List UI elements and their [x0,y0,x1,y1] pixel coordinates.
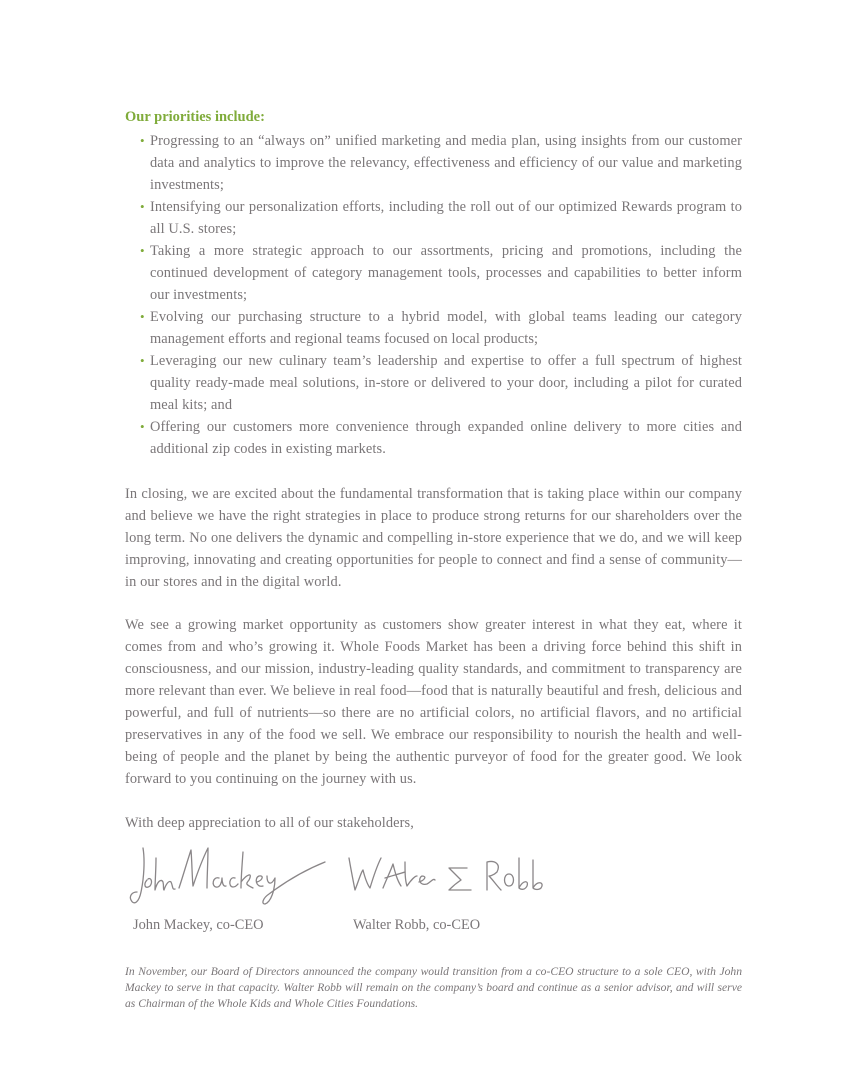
bullet-icon: • [140,353,145,368]
list-item [140,130,742,196]
priority-text: Intensifying our personalization efforts, including the roll out of our optimized Rewards program to all U.S. stores; [150,199,742,237]
priorities-list [125,130,742,460]
signer-name: Walter Robb, co-CEO [353,917,481,933]
signature-john-mackey [129,842,329,910]
list-item [140,350,742,416]
bullet-icon: • [140,133,145,148]
bullet-icon: • [140,309,145,324]
priorities-heading: Our priorities include: [125,109,265,125]
priority-text: Progressing to an “always on” unified marketing and media plan, using insights from our customer data and analytics to improve the relevancy, effectiveness and efficiency of our value and marketing investments; [150,133,742,193]
priority-text: Taking a more strategic approach to our assortments, pricing and promotions, including the continued development of category management tools, processes and capabilities to better inform our investments; [150,243,742,303]
letter-body [125,108,742,938]
priority-text: Leveraging our new culinary team’s leadership and expertise to offer a full spectrum of highest quality ready-made meal solutions, in-store or delivered to your door, including a pilot for curated meal kits; and [150,353,742,413]
signature-block [125,834,742,938]
closing-line: With deep appreciation to all of our stakeholders, [125,815,414,831]
bullet-icon: • [140,419,145,434]
priority-text: Evolving our purchasing structure to a hybrid model, with global teams leading our category management efforts and regional teams focused on local products; [150,309,742,347]
footnote: In November, our Board of Directors announced the company would transition from a co-CEO structure to a sole CEO, with John Mackey to serve in that capacity. Walter Robb will remain on the company’s board and continue as a senior advisor, and will serve as Chairman of the Whole Kids and Whole Cities Foundations. [125,965,742,1011]
list-item [140,416,742,460]
bullet-icon: • [140,243,145,258]
opportunity-paragraph: We see a growing market opportunity as customers show greater interest in what they eat, where it comes from and who’s growing it. Whole Foods Market has been a driving force behind this shift in consciousness, and our mission, industry-leading quality standards, and commitment to transparency are more relevant than ever. We believe in real food—food that is naturally beautiful and fresh, delicious and powerful, and full of nutrients—so there are no artificial colors, no artificial flavors, and no artificial preservatives in any of the food we sell. We embrace our responsibility to nourish the health and well-being of people and the planet by being the authentic purveyor of food for the greater good. We look forward to you continuing on the journey with us. [125,617,742,787]
closing-paragraph: In closing, we are excited about the fundamental transformation that is taking place within our company and believe we have the right strategies in place to produce strong returns for our shareholders over the long term. No one delivers the dynamic and compelling in-store experience that we do, and we will keep improving, innovating and creating opportunities for people to connect and find a sense of community—in our stores and in the digital world. [125,486,742,590]
list-item [140,196,742,240]
priority-text: Offering our customers more convenience through expanded online delivery to more cities and additional zip codes in existing markets. [150,419,742,457]
list-item [140,240,742,306]
list-item [140,306,742,350]
signer-name: John Mackey, co-CEO [133,917,264,933]
signature-walter-robb [347,852,547,908]
bullet-icon: • [140,199,145,214]
